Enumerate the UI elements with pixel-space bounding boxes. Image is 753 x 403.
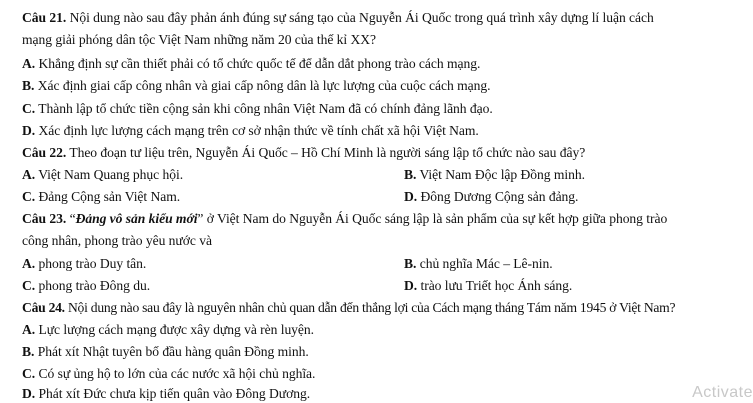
option-label: D. <box>404 278 418 293</box>
option-text: Việt Nam Độc lập Đồng minh. <box>419 167 585 182</box>
q23-stem-line1 <box>22 210 747 228</box>
q22-option-b[interactable] <box>404 166 585 184</box>
option-text: Thành lập tổ chức tiền cộng sản khi công nhân Việt Nam đã có chính đảng lãnh đạo. <box>38 101 493 116</box>
option-label: C. <box>22 189 36 204</box>
option-text: Phát xít Đức chưa kịp tiến quân vào Đông Dương. <box>38 386 311 401</box>
q23-option-c[interactable] <box>22 278 150 293</box>
option-text: Việt Nam Quang phục hội. <box>38 167 184 182</box>
option-text: Lực lượng cách mạng được xây dựng và rèn luyện. <box>38 322 315 337</box>
option-text: trào lưu Triết học Ánh sáng. <box>420 278 573 293</box>
option-label: D. <box>404 189 418 204</box>
q23-option-a[interactable] <box>22 256 146 271</box>
q23-quote: Đảng vô sản kiểu mới <box>75 211 198 226</box>
option-label: C. <box>22 278 36 293</box>
q22-option-a[interactable] <box>22 167 183 182</box>
option-label: A. <box>22 322 36 337</box>
q23-option-b[interactable] <box>404 255 553 273</box>
option-label: A. <box>22 256 36 271</box>
q23-options-row1 <box>22 255 747 273</box>
option-text: phong trào Duy tân. <box>38 256 147 271</box>
q21-option-b[interactable] <box>22 77 747 95</box>
option-text: Có sự ủng hộ to lớn của các nước xã hội chủ nghĩa. <box>38 366 316 381</box>
q23-quote-open: “ <box>69 211 76 226</box>
option-text: Phát xít Nhật tuyên bố đầu hàng quân Đồng minh. <box>37 344 309 359</box>
q24-option-d[interactable] <box>22 385 747 403</box>
option-label: B. <box>404 167 417 182</box>
q23-option-d[interactable] <box>404 277 572 295</box>
option-text: Đông Dương Cộng sản đảng. <box>420 189 579 204</box>
q21-stem-line1 <box>22 9 747 27</box>
option-text: Xác định lực lượng cách mạng trên cơ sở nhận thức về tính chất xã hội Việt Nam. <box>38 123 479 138</box>
q24-option-b[interactable] <box>22 343 747 361</box>
q24-number: Câu 24. <box>22 300 65 315</box>
q22-option-d[interactable] <box>404 188 578 206</box>
option-text: Khẳng định sự cần thiết phải có tổ chức quốc tế để dẫn dắt phong trào cách mạng. <box>38 56 481 71</box>
q23-number: Câu 23. <box>22 211 67 226</box>
q23-text: ở Việt Nam do Nguyễn Ái Quốc sáng lập là sản phẩm của sự kết hợp giữa phong trào <box>203 211 668 226</box>
q24-option-a[interactable] <box>22 321 747 339</box>
option-text: Xác định giai cấp công nhân và giai cấp nông dân là lực lượng của cuộc cách mạng. <box>37 78 491 93</box>
q22-text: Theo đoạn tư liệu trên, Nguyễn Ái Quốc – Hồ Chí Minh là người sáng lập tổ chức nào sau đây? <box>69 145 586 160</box>
q21-text: Nội dung nào sau đây phản ánh đúng sự sáng tạo của Nguyễn Ái Quốc trong quá trình xây dựng lí luận cách <box>69 10 654 25</box>
q24-text: Nội dung nào sau đây là nguyên nhân chủ quan dẫn đến thắng lợi của Cách mạng tháng Tám năm 1945 ở Việt Nam? <box>67 300 676 315</box>
q21-option-d[interactable] <box>22 122 747 140</box>
option-label: C. <box>22 101 36 116</box>
option-label: A. <box>22 167 36 182</box>
option-label: D. <box>22 386 36 401</box>
q21-option-a[interactable] <box>22 55 747 73</box>
q23-quote-close: ” <box>197 211 204 226</box>
q22-stem <box>22 144 747 162</box>
q22-number: Câu 22. <box>22 145 67 160</box>
q24-option-c[interactable] <box>22 365 747 383</box>
option-label: A. <box>22 56 36 71</box>
option-label: B. <box>22 78 35 93</box>
q21-number: Câu 21. <box>22 10 67 25</box>
option-text: phong trào Đông du. <box>38 278 151 293</box>
option-text: Đảng Cộng sản Việt Nam. <box>38 189 181 204</box>
q23-stem-line2: công nhân, phong trào yêu nước và <box>22 233 212 248</box>
option-text: chủ nghĩa Mác – Lê-nin. <box>419 256 553 271</box>
q21-stem-line2: mạng giải phóng dân tộc Việt Nam những năm 20 của thế kỉ XX? <box>22 32 377 47</box>
activation-watermark: Activate <box>692 384 753 401</box>
q23-options-row2 <box>22 277 747 295</box>
option-label: C. <box>22 366 36 381</box>
option-label: B. <box>404 256 417 271</box>
q24-stem <box>22 299 747 317</box>
q22-option-c[interactable] <box>22 189 180 204</box>
q22-options-row1 <box>22 166 747 184</box>
option-label: B. <box>22 344 35 359</box>
option-label: D. <box>22 123 36 138</box>
q21-option-c[interactable] <box>22 100 747 118</box>
q22-options-row2 <box>22 188 747 206</box>
